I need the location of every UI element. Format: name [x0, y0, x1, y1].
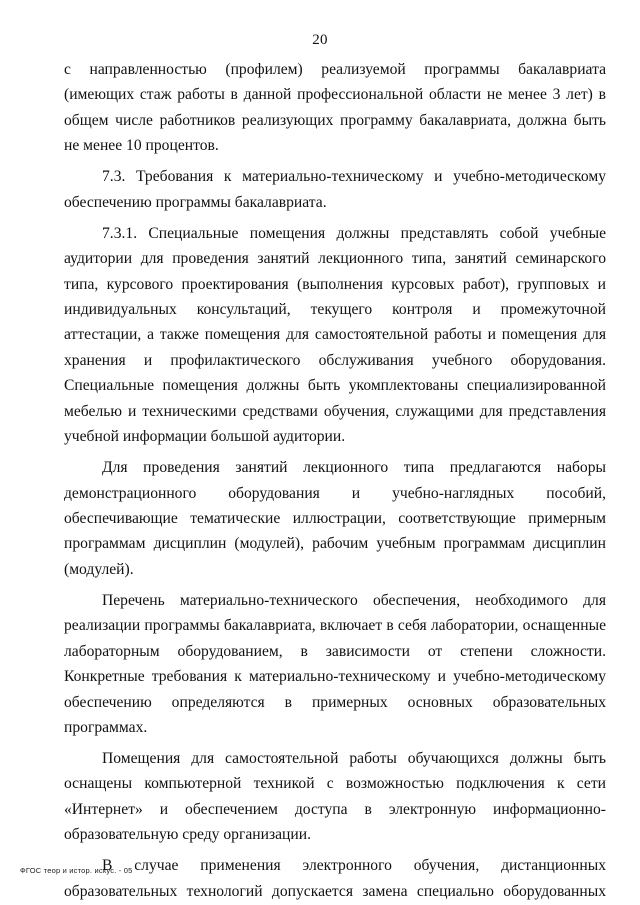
paragraph-7-3-1: 7.3.1. Специальные помещения должны представлять собой учебные аудитории для проведения занятий лекционного типа, занятий семинарского типа, курсового проектирования (выполнения курсовых работ), групповых и индивидуальных консультаций, текущего контроля и промежуточной аттестации, а также помещения для самостоятельной работы и помещения для хранения и профилактического обслуживания учебного оборудования. Специальные помещения должны быть укомплектованы специализированной мебелью и техническими средствами обучения, служащими для представления учебной информации большой аудитории. — [64, 224, 606, 446]
paragraph-self-study-rooms: Помещения для самостоятельной работы обучающихся должны быть оснащены компьютерной техникой с возможностью подключения к сети «Интернет» и обеспечением доступа в электронную информационно-образовательную среду организации. — [64, 750, 606, 844]
paragraph-staff-share: с направленностью (профилем) реализуемой программы бакалавриата (имеющих стаж работы в данной профессиональной области не менее 3 лет) в общем числе работников реализующих программу бакалавриата, должна быть не менее 10 процентов. — [64, 61, 606, 155]
page-footer: ФГОС теор и истор. искус. - 05 — [20, 866, 133, 875]
page-number: 20 — [312, 32, 328, 48]
paragraph-lecture-equipment: Для проведения занятий лекционного типа предлагаются наборы демонстрационного оборудования и учебно-наглядных пособий, обеспечивающие тематические иллюстрации, соответствующие примерным программам дисциплин (модулей), рабочим учебным программам дисциплин (модулей). — [64, 459, 606, 578]
paragraph-e-learning: В случае применения электронного обучения, дистанционных образовательных технологий допускается замена специально оборудованных — [64, 857, 606, 900]
document-body — [64, 57, 606, 904]
paragraph-material-list: Перечень материально-технического обеспечения, необходимого для реализации программы бакалавриата, включает в себя лаборатории, оснащенные лабораторным оборудованием, в зависимости от степени сложности. Конкретные требования к материально-техническому и учебно-методическому обеспечению определяются в примерных основных образовательных программах. — [64, 591, 606, 736]
section-heading-7-3: 7.3. Требования к материально-техническому и учебно-методическому обеспечению программы бакалавриата. — [64, 168, 606, 211]
